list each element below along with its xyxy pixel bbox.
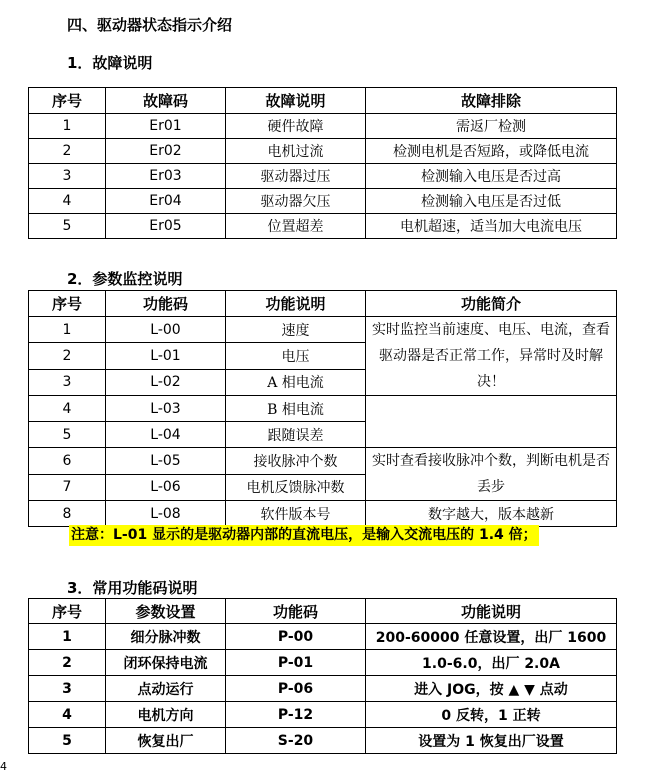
table-cell: B 相电流 <box>226 396 366 422</box>
table-cell: 4 <box>29 702 106 728</box>
table-cell: Er04 <box>106 189 226 214</box>
table-header-row <box>29 599 617 624</box>
table-cell: P-12 <box>226 702 366 728</box>
table-cell: 2 <box>29 650 106 676</box>
function-intro-cell: 实时查看接收脉冲个数，判断电机是否丢步 <box>366 448 617 501</box>
header-cell: 功能简介 <box>366 291 617 317</box>
note-highlight: 注意：L-01 显示的是驱动器内部的直流电压，是输入交流电压的 1.4 倍； <box>69 525 539 546</box>
table-header-row <box>29 291 617 317</box>
function-intro-cell: 数字越大，版本越新 <box>366 501 617 527</box>
header-cell: 故障说明 <box>226 88 366 114</box>
table-cell: L-04 <box>106 422 226 448</box>
table-cell: 电机过流 <box>226 139 366 164</box>
table-cell: 点动运行 <box>106 676 226 702</box>
table-cell: 细分脉冲数 <box>106 624 226 650</box>
table-cell: 1.0-6.0，出厂 2.0A <box>366 650 617 676</box>
table-cell: 设置为 1 恢复出厂设置 <box>366 728 617 754</box>
table-cell: 7 <box>29 474 106 501</box>
table-row <box>29 650 617 676</box>
table-cell: 位置超差 <box>226 214 366 239</box>
table-row <box>29 501 617 527</box>
table-cell: P-06 <box>226 676 366 702</box>
table-cell: 3 <box>29 369 106 395</box>
table-cell: 5 <box>29 214 106 239</box>
table-cell: 5 <box>29 422 106 448</box>
table-row <box>29 139 617 164</box>
table-cell: 驱动器过压 <box>226 164 366 189</box>
table-cell: 闭环保持电流 <box>106 650 226 676</box>
table-cell: A 相电流 <box>226 369 366 395</box>
table-cell: 硬件故障 <box>226 114 366 139</box>
page-number: 4 <box>0 760 7 773</box>
table-cell: L-01 <box>106 343 226 369</box>
table-row <box>29 448 617 475</box>
table-row <box>29 114 617 139</box>
table-row <box>29 164 617 189</box>
header-cell: 序号 <box>29 88 106 114</box>
table-row <box>29 214 617 239</box>
table-cell: 6 <box>29 448 106 475</box>
table-cell: 5 <box>29 728 106 754</box>
monitor-section-title: 2．参数监控说明 <box>67 270 183 288</box>
table-cell: 检测电机是否短路，或降低电流 <box>366 139 617 164</box>
table-cell: L-08 <box>106 501 226 527</box>
table-cell: 电机方向 <box>106 702 226 728</box>
table-cell: S-20 <box>226 728 366 754</box>
table-cell: 电压 <box>226 343 366 369</box>
table-cell: P-00 <box>226 624 366 650</box>
table-cell: 3 <box>29 676 106 702</box>
table-cell: 进入 JOG，按 ▲ ▼ 点动 <box>366 676 617 702</box>
table-cell: 1 <box>29 624 106 650</box>
table-header-row <box>29 88 617 114</box>
header-cell: 功能码 <box>226 599 366 624</box>
table-cell: P-01 <box>226 650 366 676</box>
monitor-table <box>28 290 617 527</box>
table-cell: 4 <box>29 189 106 214</box>
table-cell: L-02 <box>106 369 226 395</box>
table-cell: 跟随误差 <box>226 422 366 448</box>
header-cell: 功能说明 <box>226 291 366 317</box>
header-cell: 参数设置 <box>106 599 226 624</box>
table-cell: 软件版本号 <box>226 501 366 527</box>
header-cell: 序号 <box>29 599 106 624</box>
table-cell: L-05 <box>106 448 226 475</box>
table-row <box>29 396 617 422</box>
fault-section-title: 1．故障说明 <box>67 54 153 72</box>
table-cell: 需返厂检测 <box>366 114 617 139</box>
header-cell: 功能码 <box>106 291 226 317</box>
empty-cell <box>366 396 617 448</box>
table-row <box>29 728 617 754</box>
table-cell: 电机反馈脉冲数 <box>226 474 366 501</box>
table-cell: Er01 <box>106 114 226 139</box>
table-row <box>29 624 617 650</box>
header-cell: 序号 <box>29 291 106 317</box>
table-cell: 1 <box>29 317 106 343</box>
table-cell: 恢复出厂 <box>106 728 226 754</box>
section-title: 四、驱动器状态指示介绍 <box>67 16 233 34</box>
table-cell: L-00 <box>106 317 226 343</box>
table-cell: Er05 <box>106 214 226 239</box>
table-cell: 4 <box>29 396 106 422</box>
table-cell: Er03 <box>106 164 226 189</box>
fault-table <box>28 87 617 239</box>
table-cell: 200-60000 任意设置，出厂 1600 <box>366 624 617 650</box>
common-function-table <box>28 598 617 754</box>
table-cell: 检测输入电压是否过高 <box>366 164 617 189</box>
table-row <box>29 702 617 728</box>
table-cell: 检测输入电压是否过低 <box>366 189 617 214</box>
header-cell: 故障码 <box>106 88 226 114</box>
function-intro-cell: 实时监控当前速度、电压、电流，查看驱动器是否正常工作，异常时及时解决！ <box>366 317 617 396</box>
table-cell: 8 <box>29 501 106 527</box>
table-cell: 0 反转，1 正转 <box>366 702 617 728</box>
table-row <box>29 676 617 702</box>
common-section-title: 3．常用功能码说明 <box>67 579 198 597</box>
table-cell: 2 <box>29 139 106 164</box>
header-cell: 故障排除 <box>366 88 617 114</box>
table-cell: 接收脉冲个数 <box>226 448 366 475</box>
table-cell: 1 <box>29 114 106 139</box>
table-cell: 电机超速，适当加大电流电压 <box>366 214 617 239</box>
table-cell: 驱动器欠压 <box>226 189 366 214</box>
table-row <box>29 189 617 214</box>
header-cell: 功能说明 <box>366 599 617 624</box>
table-cell: 2 <box>29 343 106 369</box>
table-cell: L-06 <box>106 474 226 501</box>
table-cell: Er02 <box>106 139 226 164</box>
table-row <box>29 317 617 343</box>
table-cell: L-03 <box>106 396 226 422</box>
table-cell: 3 <box>29 164 106 189</box>
table-cell: 速度 <box>226 317 366 343</box>
